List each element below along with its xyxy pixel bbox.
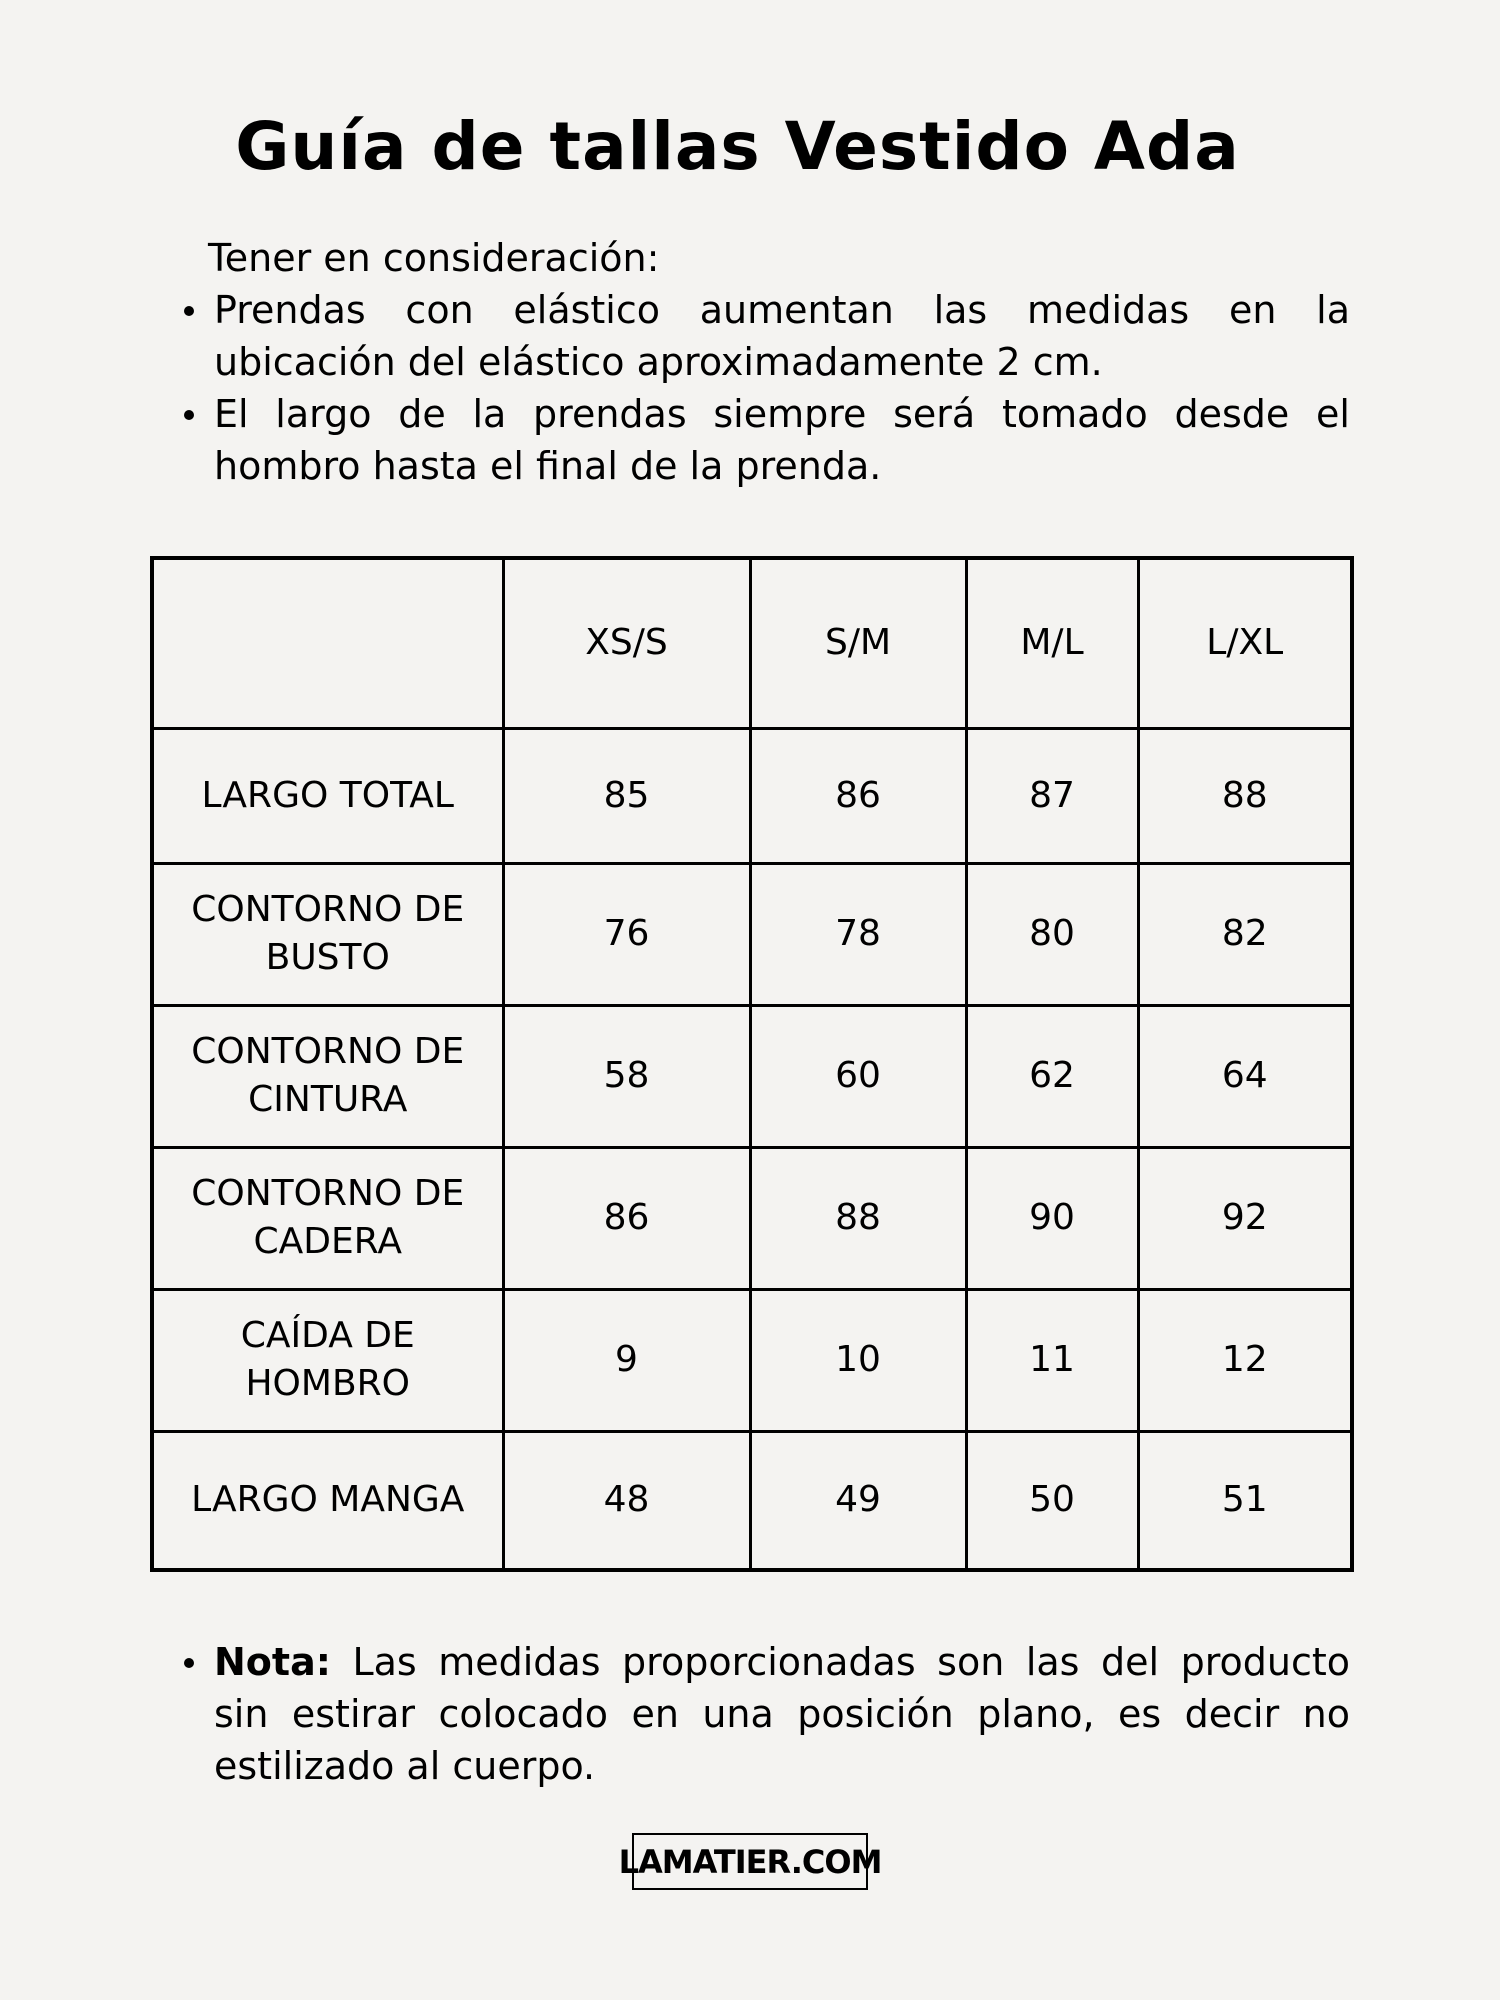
header-cell-s-m: S/M [750, 558, 966, 728]
bullet-icon [184, 1658, 194, 1668]
row-label: CAÍDA DE HOMBRO [152, 1289, 503, 1431]
row-label: LARGO MANGA [152, 1431, 503, 1570]
table-cell: 90 [966, 1147, 1138, 1289]
table-cell: 87 [966, 728, 1138, 863]
size-table [150, 556, 1354, 1572]
table-cell: 64 [1138, 1005, 1352, 1147]
table-cell: 50 [966, 1431, 1138, 1570]
table-cell: 9 [503, 1289, 750, 1431]
table-row [152, 863, 1352, 1005]
bullet-text: El largo de la prendas siempre será tomado desde el hombro hasta el final de la prenda. [214, 392, 1350, 488]
table-row [152, 1431, 1352, 1570]
table-cell: 88 [1138, 728, 1352, 863]
table-cell: 85 [503, 728, 750, 863]
table-cell: 76 [503, 863, 750, 1005]
page-title: Guía de tallas Vestido Ada [235, 108, 1240, 185]
table-cell: 86 [750, 728, 966, 863]
row-label: LARGO TOTAL [152, 728, 503, 863]
table-row [152, 728, 1352, 863]
header-cell-l-xl: L/XL [1138, 558, 1352, 728]
table-cell: 11 [966, 1289, 1138, 1431]
brand-logo: LAMATIER.COM [632, 1833, 868, 1890]
header-cell-m-l: M/L [966, 558, 1138, 728]
table-cell: 60 [750, 1005, 966, 1147]
table-cell: 82 [1138, 863, 1352, 1005]
table-row [152, 1147, 1352, 1289]
note-paragraph [178, 1636, 1350, 1792]
list-item [178, 284, 1350, 388]
table-cell: 78 [750, 863, 966, 1005]
table-cell: 86 [503, 1147, 750, 1289]
table-cell: 58 [503, 1005, 750, 1147]
note-label: Nota: [214, 1640, 331, 1684]
row-label: CONTORNO DE BUSTO [152, 863, 503, 1005]
table-cell: 12 [1138, 1289, 1352, 1431]
bullet-text: Prendas con elástico aumentan las medidas en la ubicación del elástico aproximadamente 2 cm. [214, 288, 1350, 384]
table-cell: 10 [750, 1289, 966, 1431]
header-cell-xs-s: XS/S [503, 558, 750, 728]
table-cell: 49 [750, 1431, 966, 1570]
table-cell: 88 [750, 1147, 966, 1289]
table-row [152, 1005, 1352, 1147]
table-cell: 48 [503, 1431, 750, 1570]
note-text: Las medidas proporcionadas son las del producto sin estirar colocado en una posición plano, es decir no estilizado al cuerpo. [214, 1640, 1350, 1788]
table-cell: 92 [1138, 1147, 1352, 1289]
row-label: CONTORNO DE CADERA [152, 1147, 503, 1289]
considerations-list [178, 284, 1350, 492]
bullet-icon [184, 306, 194, 316]
bullet-icon [184, 410, 194, 420]
header-cell-empty [152, 558, 503, 728]
row-label: CONTORNO DE CINTURA [152, 1005, 503, 1147]
list-item [178, 388, 1350, 492]
intro-text: Tener en consideración: [208, 236, 660, 280]
table-row [152, 1289, 1352, 1431]
table-cell: 51 [1138, 1431, 1352, 1570]
table-header-row [152, 558, 1352, 728]
table-cell: 62 [966, 1005, 1138, 1147]
table-cell: 80 [966, 863, 1138, 1005]
